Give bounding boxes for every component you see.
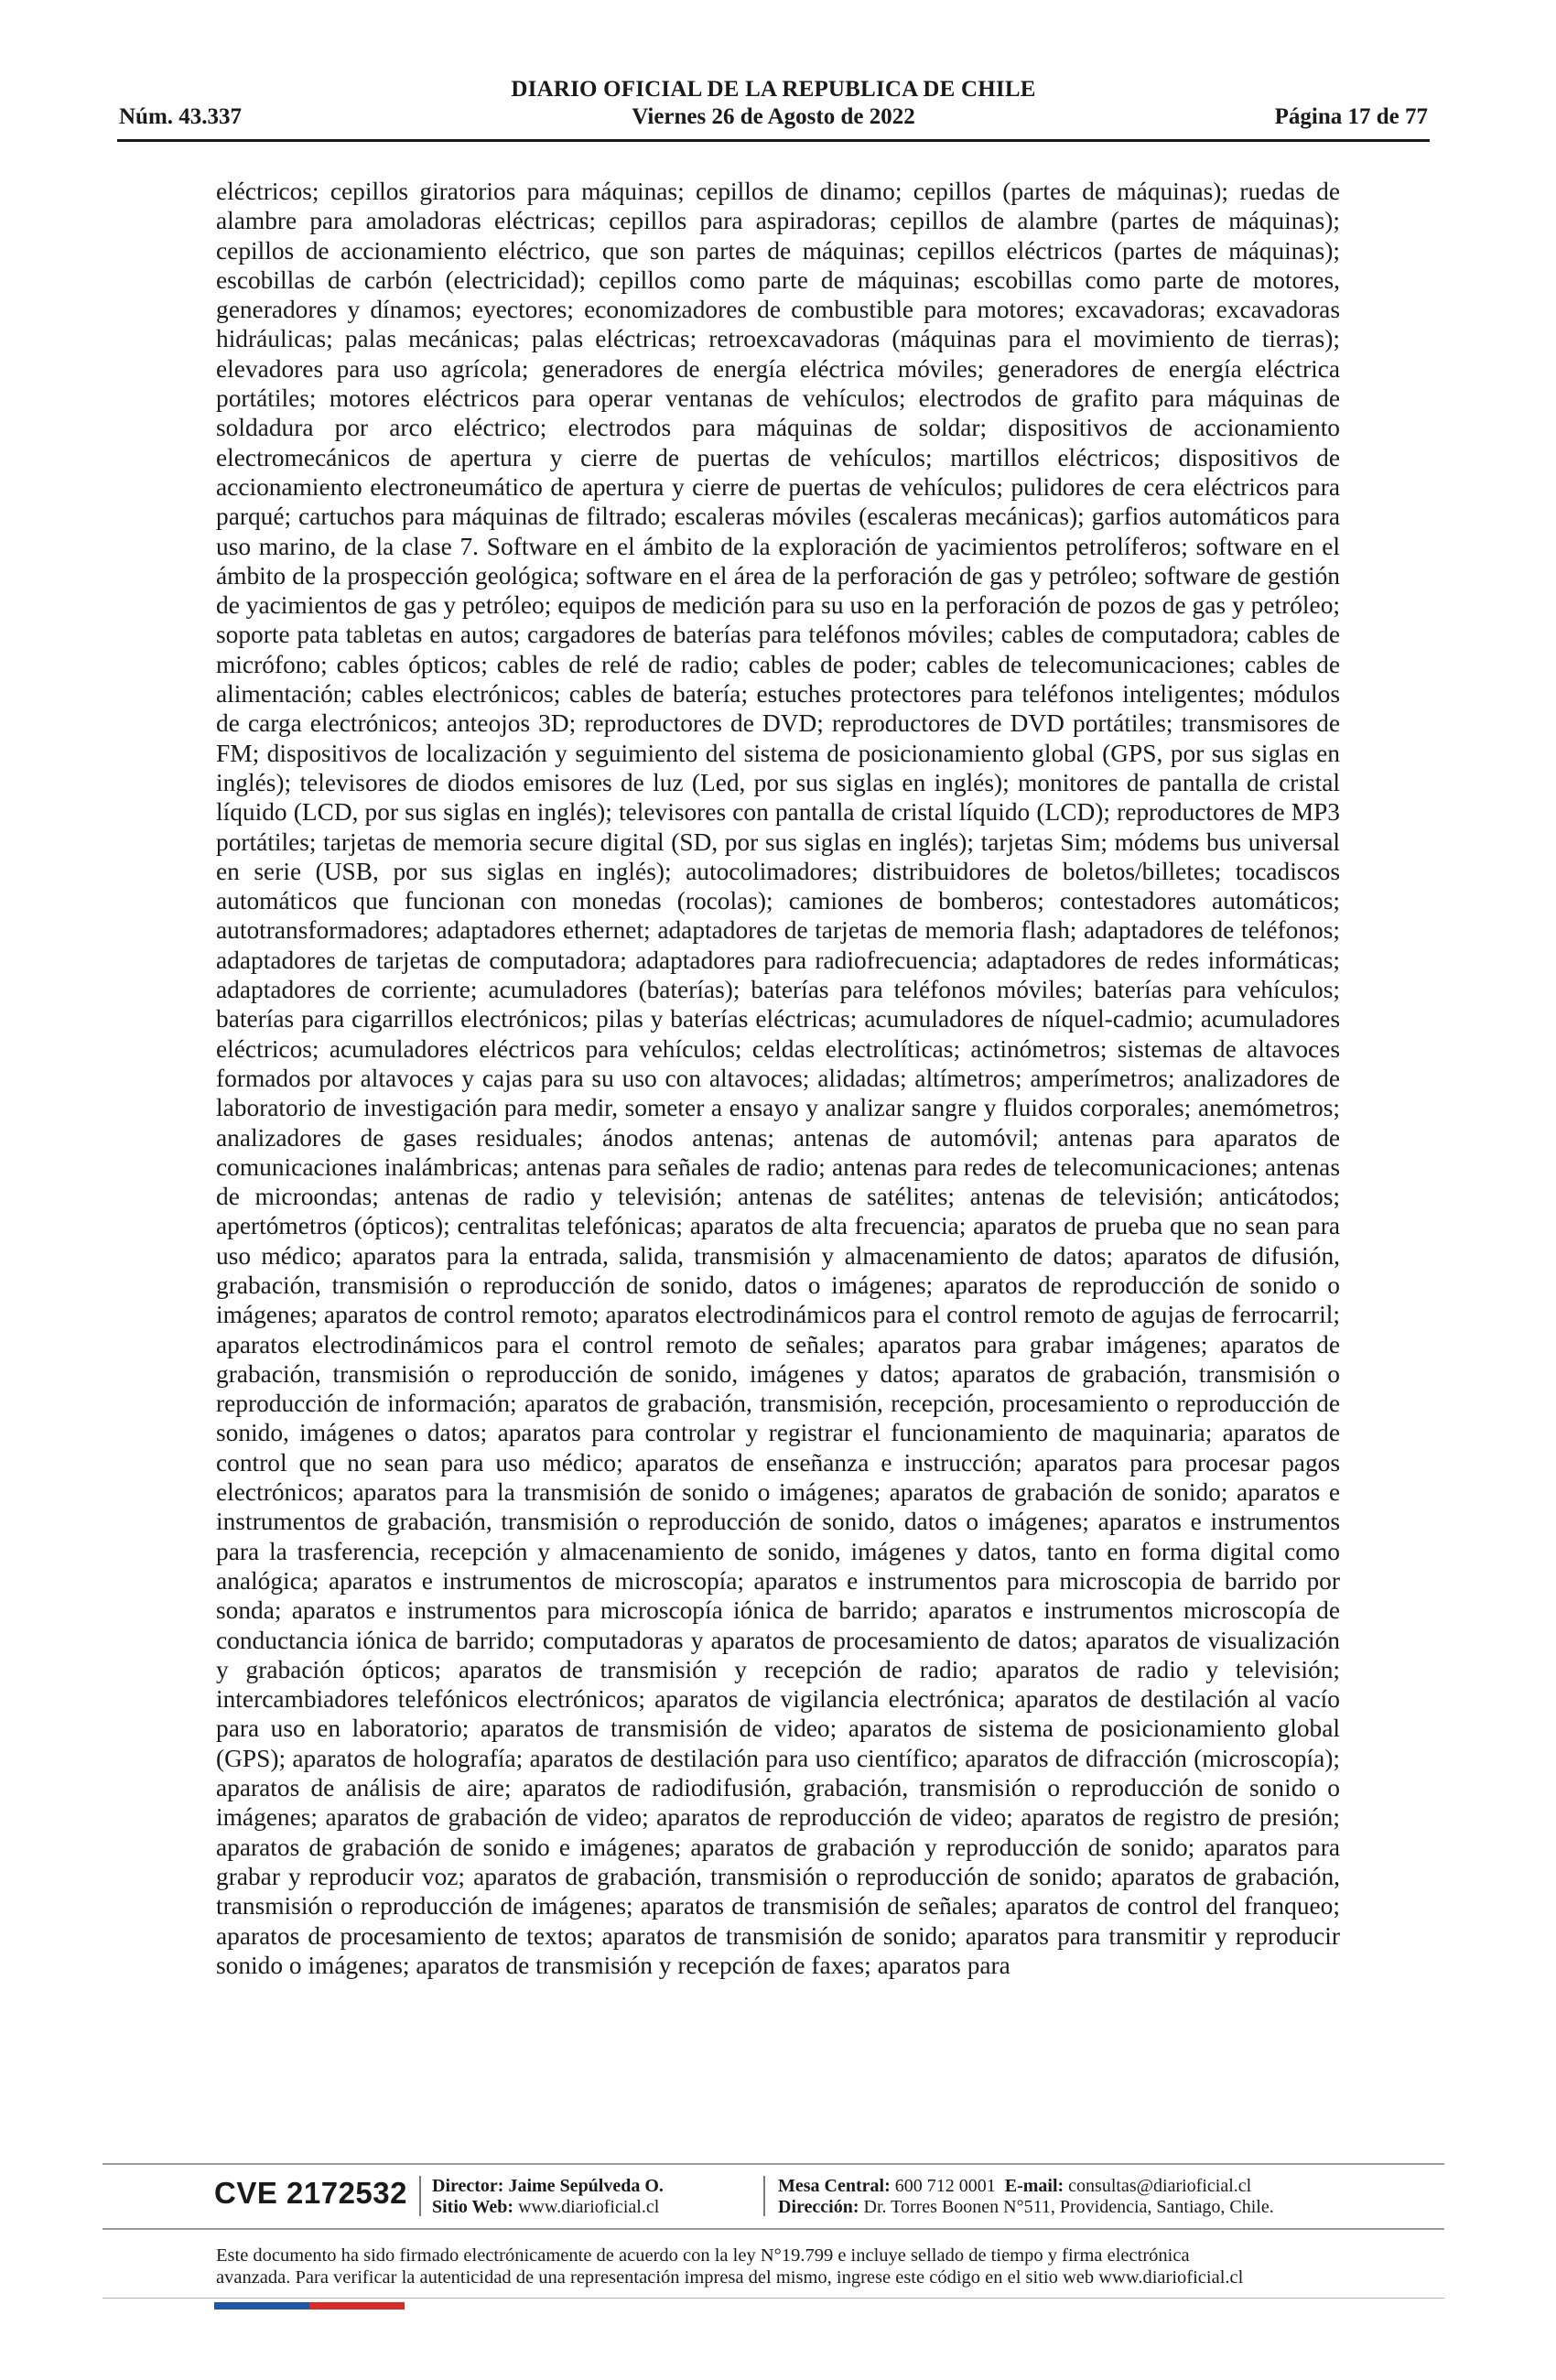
director-label: Director: (432, 2176, 504, 2196)
flag-stripe-blue (214, 2302, 309, 2310)
site-link[interactable]: www.diarioficial.cl (518, 2197, 660, 2217)
body-paragraph: eléctricos; cepillos giratorios para máquinas; cepillos de dinamo; cepillos (partes de máquinas); ruedas de alambre para amoladoras eléctricas; cepillos para aspiradoras; cepillos de alambre (partes de máquinas); cepillos de accionamiento eléctrico, que son partes de máquinas; cepillos eléctricos (partes de máquinas); escobillas de carbón (electricidad); cepillos como parte de máquinas; escobillas como parte de motores, generadores y dínamos; eyectores; economizadores de combustible para motores; excavadoras; excavadoras hidráulicas; palas mecánicas; palas eléctricas; retroexcavadoras (máquinas para el movimiento de tierras); elevadores para uso agrícola; generadores de energía eléctrica móviles; generadores de energía eléctrica portátiles; motores eléctricos para operar ventanas de vehículos; electrodos de grafito para máquinas de soldadura por arco eléctrico; electrodos para máquinas de soldar; dispositivos de accionamiento electromecánicos de apertura y cierre de puertas de vehículos; martillos eléctricos; dispositivos de accionamiento electroneumático de apertura y cierre de puertas de vehículos; pulidores de cera eléctricos para parqué; cartuchos para máquinas de filtrado; escaleras móviles (escaleras mecánicas); garfios automáticos para uso marino, de la clase 7. Software en el ámbito de la exploración de yacimientos petrolíferos; software en el ámbito de la prospección geológica; software en el área de la perforación de gas y petróleo; software de gestión de yacimientos de gas y petróleo; equipos de medición para su uso en la perforación de pozos de gas y petróleo; soporte pata tabletas en autos; cargadores de baterías para teléfonos móviles; cables de computadora; cables de micrófono; cables ópticos; cables de relé de radio; cables de poder; cables de telecomunicaciones; cables de alimentación; cables electrónicos; cables de batería; estuches protectores para teléfonos inteligentes; módulos de carga electrónicos; anteojos 3D; reproductores de DVD; reproductores de DVD portátiles; transmisores de FM; dispositivos de localización y seguimiento del sistema de posicionamiento global (GPS, por sus siglas en inglés); televisores de diodos emisores de luz (Led, por sus siglas en inglés); monitores de pantalla de cristal líquido (LCD, por sus siglas en inglés); televisores con pantalla de cristal líquido (LCD); reproductores de MP3 portátiles; tarjetas de memoria secure digital (SD, por sus siglas en inglés); tarjetas Sim; módems bus universal en serie (USB, por sus siglas en inglés); autocolimadores; distribuidores de boletos/billetes; tocadiscos automáticos que funcionan con monedas (rocolas); camiones de bomberos; contestadores automáticos; autotransformadores; adaptadores ethernet; adaptadores de tarjetas de memoria flash; adaptadores de teléfonos; adaptadores de tarjetas de computadora; adaptadores para radiofrecuencia; adaptadores de redes informáticas; adaptadores de corriente; acumuladores (baterías); baterías para teléfonos móviles; baterías para vehículos; baterías para cigarrillos electrónicos; pilas y baterías eléctricas; acumuladores de níquel-cadmio; acumuladores eléctricos; acumuladores eléctricos para vehículos; celdas electrolíticas; actinómetros; sistemas de altavoces formados por altavoces y cajas para su uso con altavoces; alidadas; altímetros; amperímetros; analizadores de laboratorio de investigación para medir, someter a ensayo y analizar sangre y fluidos corporales; anemómetros; analizadores de gases residuales; ánodos antenas; antenas de automóvil; antenas para aparatos de comunicaciones inalámbricas; antenas para señales de radio; antenas para redes de telecomunicaciones; antenas de microondas; antenas de radio y televisión; antenas de satélites; antenas de televisión; anticátodos; apertómetros (ópticos); centralitas telefónicas; aparatos de alta frecuencia; aparatos de prueba que no sean para uso médico; aparatos para la entrada, salida, transmisión y almacenamiento de datos; aparatos de difusión, grabación, transmisión o reproducción de sonido, datos o imágenes; aparatos de reproducción de sonido o imágenes; aparatos de control remoto; aparatos electrodinámicos para el control remoto de agujas de ferrocarril; aparatos electrodinámicos para el control remoto de señales; aparatos para grabar imágenes; aparatos de grabación, transmisión o reproducción de sonido, imágenes y datos; aparatos de grabación, transmisión o reproducción de información; aparatos de grabación, transmisión, recepción, procesamiento o reproducción de sonido, imágenes o datos; aparatos para controlar y registrar el funcionamiento de maquinaria; aparatos de control que no sean para uso médico; aparatos de enseñanza e instrucción; aparatos para procesar pagos electrónicos; aparatos para la transmisión de sonido o imágenes; aparatos de grabación de sonido; aparatos e instrumentos de grabación, transmisión o reproducción de sonido, datos o imágenes; aparatos e instrumentos para la trasferencia, recepción y almacenamiento de sonido, imágenes y datos, tanto en forma digital como analógica; aparatos e instrumentos de microscopía; aparatos e instrumentos para microscopia de barrido por sonda; aparatos e instrumentos para microscopía iónica de barrido; aparatos e instrumentos microscopía de conductancia iónica de barrido; computadoras y aparatos de procesamiento de datos; aparatos de visualización y grabación ópticos; aparatos de transmisión y recepción de radio; aparatos de radio y televisión; intercambiadores telefónicos electrónicos; aparatos de vigilancia electrónica; aparatos de destilación al vacío para uso en laboratorio; aparatos de transmisión de video; aparatos de sistema de posicionamiento global (GPS); aparatos de holografía; aparatos de destilación para uso científico; aparatos de difracción (microscopía); aparatos de análisis de aire; aparatos de radiodifusión, grabación, transmisión o reproducción de sonido o imágenes; aparatos de grabación de video; aparatos de reproducción de video; aparatos de registro de presión; aparatos de grabación de sonido e imágenes; aparatos de grabación y reproducción de sonido; aparatos para grabar y reproducir voz; aparatos de grabación, transmisión o reproducción de sonido; aparatos de grabación, transmisión o reproducción de imágenes; aparatos de transmisión de señales; aparatos de control del franqueo; aparatos de procesamiento de textos; aparatos de transmisión de sonido; aparatos para transmitir y reproducir sonido o imágenes; aparatos de transmisión y recepción de faxes; aparatos para (216, 178, 1340, 1979)
header-divider (117, 139, 1430, 142)
legal-notice-line: Este documento ha sido firmado electrónicamente de acuerdo con la ley N°19.799 e incluye sellado de tiempo y firma electrónica (216, 2245, 1190, 2266)
footer-separator (419, 2176, 421, 2216)
email-label: E-mail: (1004, 2176, 1064, 2196)
legal-notice-line: avanzada. Para verificar la autenticidad de una representación impresa del mismo, ingrese este código en el sitio web www.diarioficial.cl (216, 2267, 1244, 2288)
phone-value: 600 712 0001 (894, 2176, 996, 2196)
director-name: Jaime Sepúlveda O. (508, 2176, 664, 2196)
address-label: Dirección: (778, 2197, 859, 2217)
footer-director-block (432, 2176, 664, 2218)
page-header (119, 77, 1428, 141)
footer-separator (763, 2176, 765, 2216)
footer-contact-block (778, 2176, 1274, 2218)
cve-code: CVE 2172532 (214, 2176, 407, 2210)
address-value: Dr. Torres Boonen N°511, Providencia, Santiago, Chile. (863, 2197, 1274, 2217)
footer-divider-bottom (103, 2298, 1444, 2299)
page-number: Página 17 de 77 (1274, 104, 1428, 129)
issue-date: Viernes 26 de Agosto de 2022 (632, 104, 915, 129)
footer-divider-middle (103, 2228, 1444, 2230)
issue-number: Núm. 43.337 (119, 104, 243, 129)
legal-notice (216, 2245, 1351, 2288)
flag-stripe (214, 2302, 405, 2310)
phone-label: Mesa Central: (778, 2176, 891, 2196)
site-label: Sitio Web: (432, 2197, 514, 2217)
footer-divider-top (103, 2163, 1444, 2165)
email-link[interactable]: consultas@diarioficial.cl (1068, 2176, 1252, 2196)
publication-title: DIARIO OFICIAL DE LA REPUBLICA DE CHILE (511, 77, 1036, 102)
flag-stripe-red (309, 2302, 405, 2310)
